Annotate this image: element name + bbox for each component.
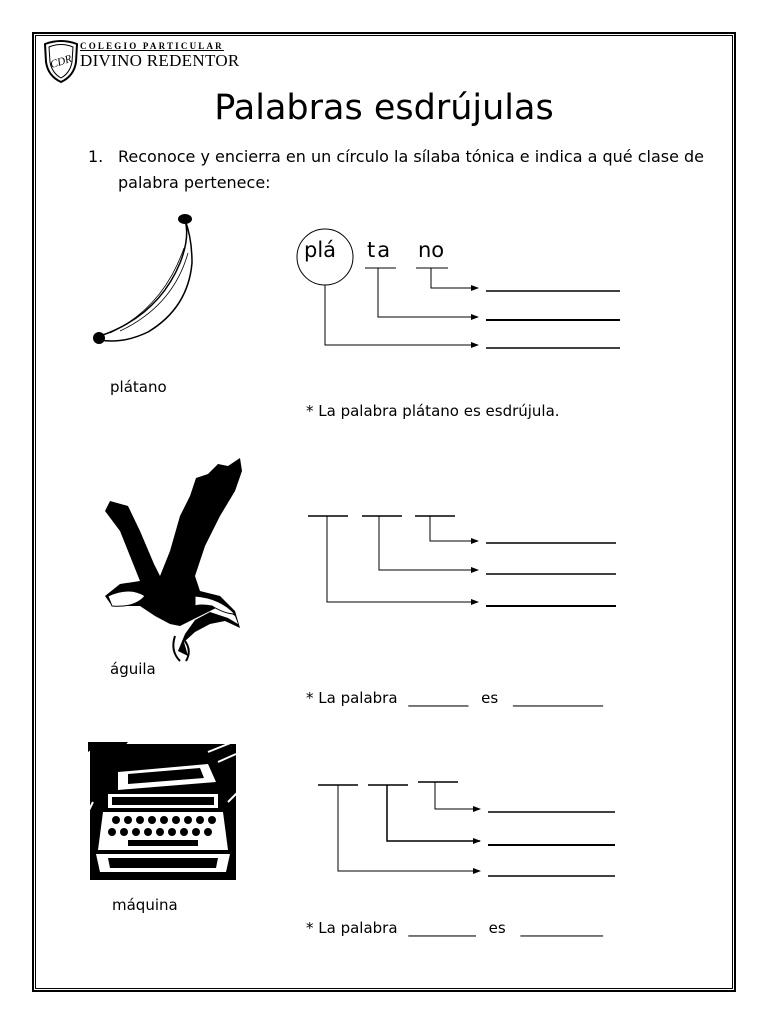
caption-platano: plátano <box>110 378 167 396</box>
answer-blank-word[interactable]: ________ <box>408 689 469 707</box>
diagram-platano <box>297 229 620 348</box>
syllable-2: ta <box>367 238 393 262</box>
caption-maquina: máquina <box>112 896 178 914</box>
syllable-3: no <box>418 238 445 262</box>
sentence-mid: es <box>481 689 499 707</box>
caption-aguila: águila <box>110 660 156 678</box>
school-name-small: COLEGIO PARTICULAR <box>80 41 224 51</box>
diagram-maquina <box>318 782 615 876</box>
answer-blank-type[interactable]: ____________ <box>512 689 603 707</box>
sentence-mid: es <box>488 919 506 937</box>
school-name: DIVINO REDENTOR <box>80 51 240 70</box>
syllable-1: plá <box>304 238 337 262</box>
sentence-platano: * La palabra plátano es esdrújula. <box>306 402 560 420</box>
sentence-aguila <box>306 689 603 707</box>
banana-icon <box>88 208 203 348</box>
sentence-maquina <box>306 919 603 937</box>
page-title: Palabras esdrújulas <box>214 88 554 128</box>
sentence-prefix: * La palabra <box>306 689 398 707</box>
diagram-aguila <box>308 516 616 606</box>
logo-initials: CDR <box>48 52 74 72</box>
sentence-prefix: * La palabra <box>306 919 398 937</box>
answer-blank-type[interactable]: ___________ <box>520 919 603 937</box>
instruction-number: 1. <box>88 147 104 166</box>
answer-blank-word[interactable]: _________ <box>408 919 476 937</box>
instruction-text: Reconoce y encierra en un círculo la sílaba tónica e indica a qué clase de palabra pertenece: <box>118 147 705 192</box>
typewriter-icon <box>88 742 238 882</box>
eagle-icon <box>100 456 245 666</box>
